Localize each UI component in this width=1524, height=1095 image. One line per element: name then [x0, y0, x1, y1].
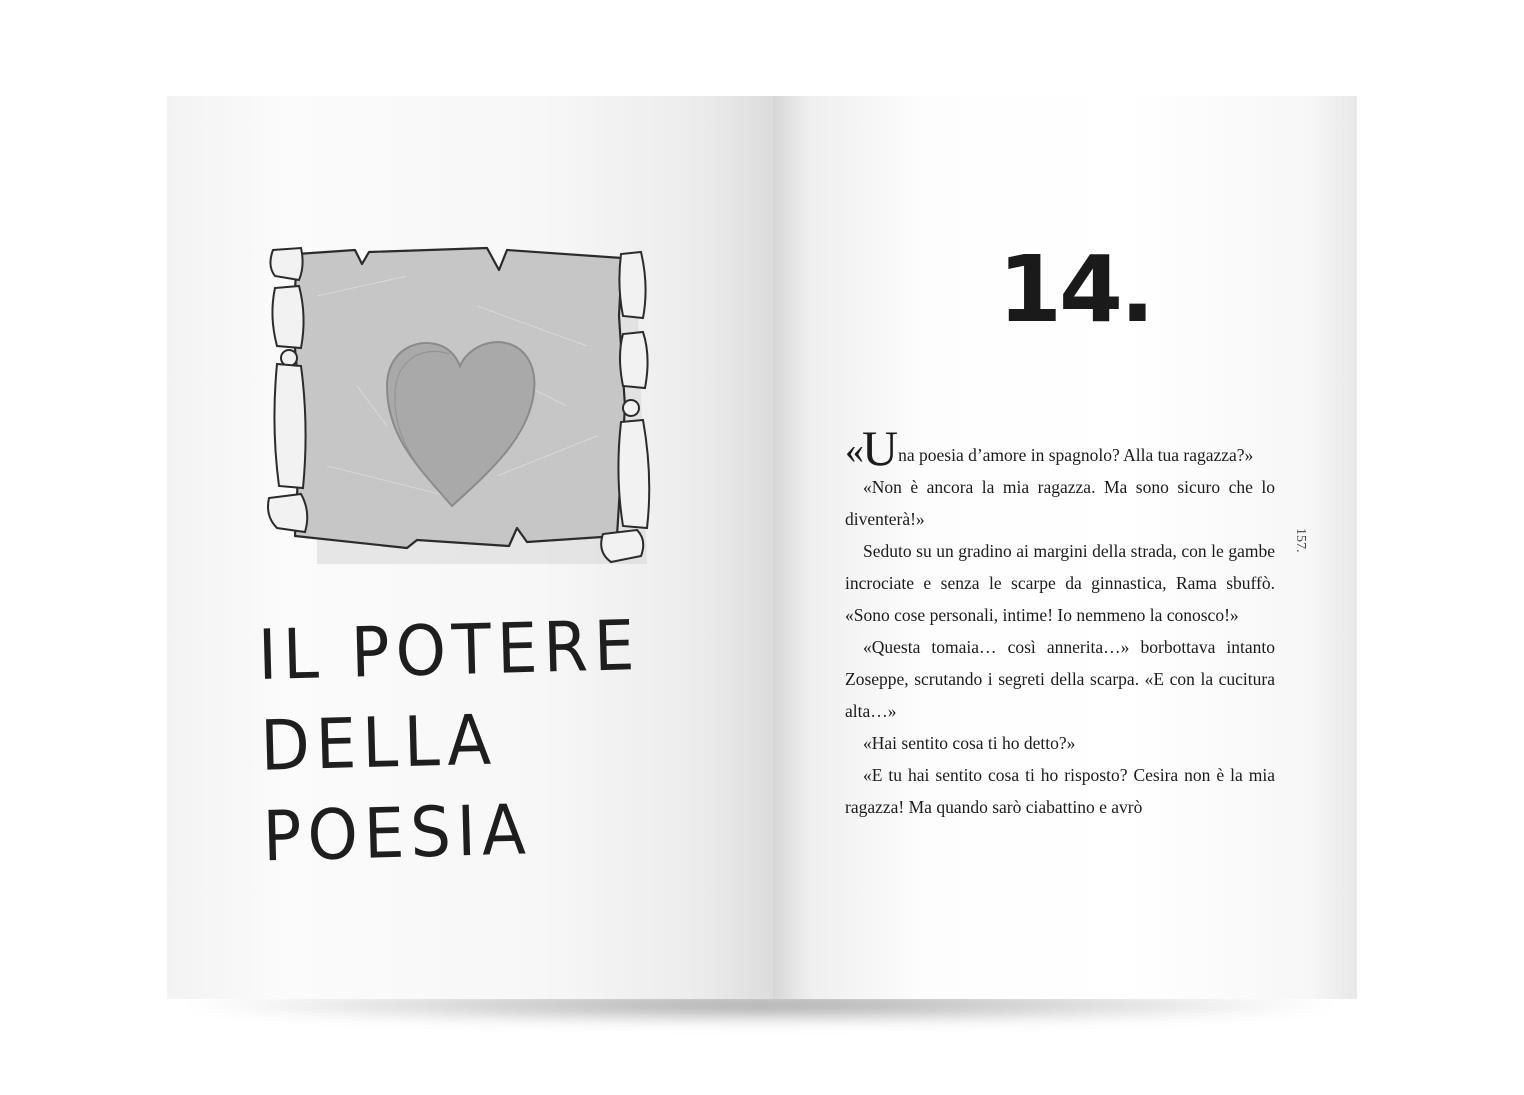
chapter-number: 14. [998, 236, 1152, 343]
drop-cap: U [862, 420, 899, 476]
paragraph-5: «Hai sentito cosa ti ho detto?» [863, 733, 1076, 753]
body-text [845, 420, 1275, 823]
chapter-title-line-2: DELLA POESIA [259, 700, 533, 878]
chapter-title [257, 599, 724, 883]
scroll-with-heart-icon [267, 236, 657, 576]
paragraph-3: Seduto su un gradino ai margini della strada, con le gambe incrociate e senza le scarpe da ginnastica, Rama sbuffò. «Sono cose personali, intime! Io nemmeno la conosco!» [845, 541, 1275, 625]
paragraph-2: «Non è ancora la mia ragazza. Ma sono sicuro che lo diventerà!» [845, 477, 1275, 529]
paragraph-1-text: na poesia d’amore in spagnolo? Alla tua ragazza?» [898, 445, 1254, 465]
left-page [167, 96, 773, 999]
page-number: 157. [1293, 528, 1308, 553]
paragraph-6: «E tu hai sentito cosa ti ho risposto? Cesira non è la mia ragazza! Ma quando sarò ciabattino e avrò [845, 765, 1275, 817]
right-page [773, 96, 1357, 999]
paragraph-1 [845, 420, 1275, 476]
opening-quote: « [845, 430, 862, 472]
chapter-title-line-1: IL POTERE [257, 606, 642, 697]
paragraph-4: «Questa tomaia… così annerita…» borbottava intanto Zoseppe, scrutando i segreti della scarpa. «E con la cucitura alta…» [845, 637, 1275, 721]
